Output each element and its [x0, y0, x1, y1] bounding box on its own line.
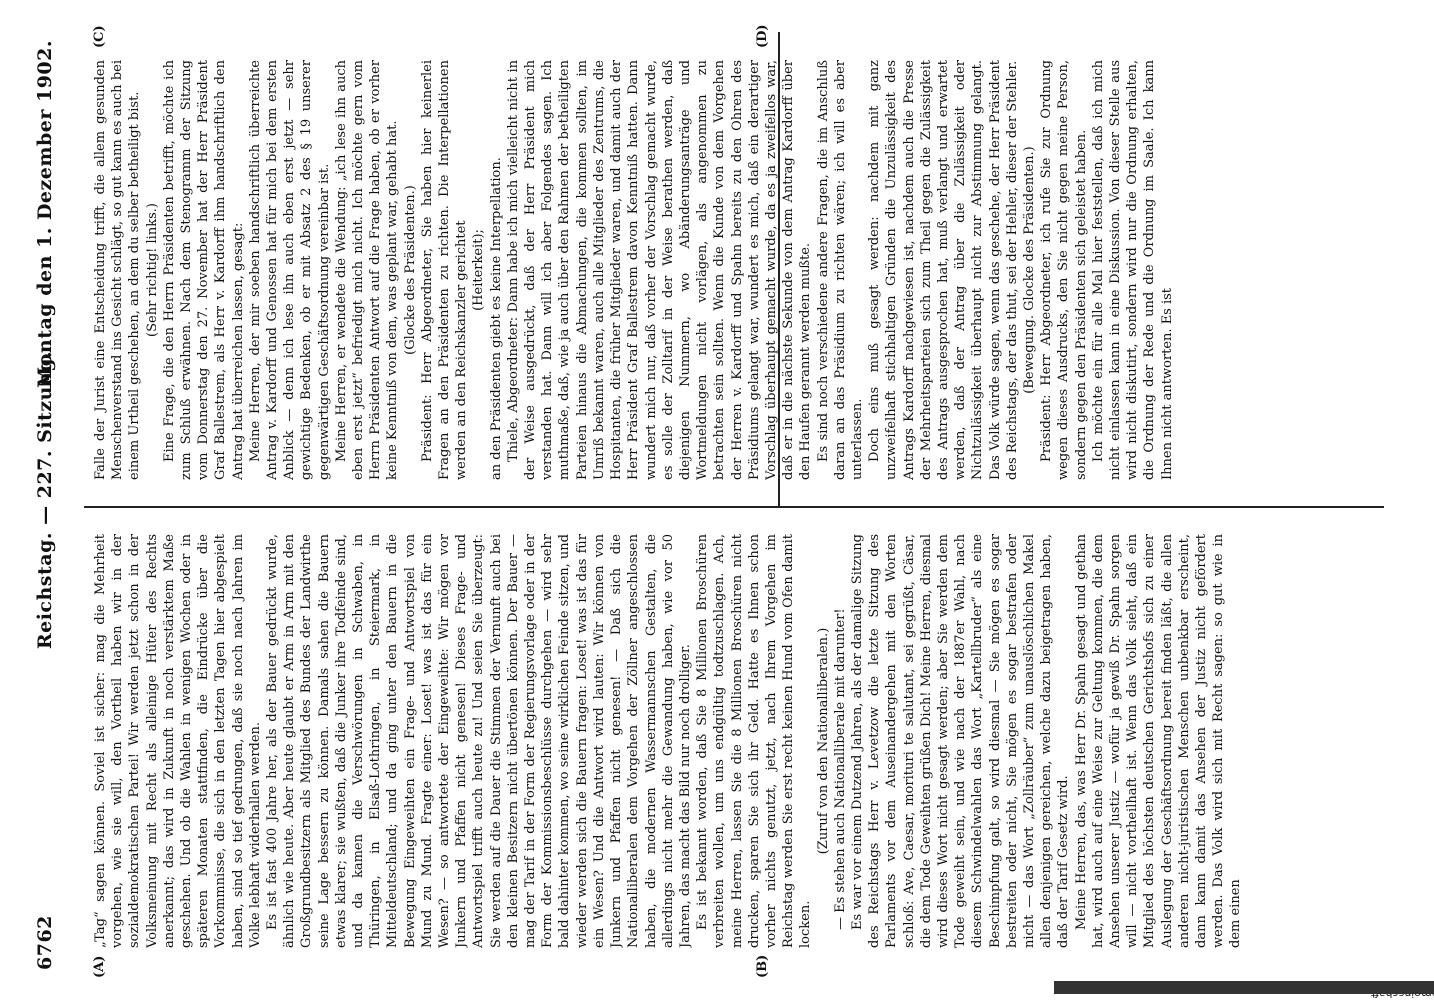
paragraph: Doch eins muß gesagt werden: nachdem mit ganz unzweifelhaft stichhaltigen Gründen die Unzulässigkeit des Antrags Kardorff nachgewiesen ist, nachdem auch die Presse der Mehrheitsparteien sich zum Theil gegen die Zulässigkeit des Antrags ausgesprochen hat, muß verlangt und erwartet werden, daß der Antrag über die Zulässigkeit oder Nichtzulässigkeit überhaupt nicht zur Abstimmung gelangt. Das Volk würde sagen, wenn das geschehe, der Herr Präsident des Reichstags, der das thut, sei der Hehler, dieser der Stehler. [867, 60, 1020, 480]
interjection: (Heiterkeit); [471, 229, 487, 311]
paragraph: Falle der Jurist eine Entscheidung trifft, die allem gesunden Menschenverstand ins Gesicht schlägt, so gut kann es auch bei einem Urtheil geschehen, an dem du selber betheiligt bist. [93, 60, 143, 480]
paragraph: Es war vor einem Dutzend Jahren, als der damalige Sitzung des Reichstags Herr v. Levetzow die letzte Sitzung des Parlaments vor dem Auseinandergehen mit den Worten schloß: Ave, Caesar, morituri te salutant, sei gegrüßt, Cäsar, die dem Tode Geweihten grüßen Dich! Meine Herren, diesmal wird dieses Wort nicht gesagt werden; aber Sie werden dem Tode geweiht sein, und wie nach der 1887er Wahl, nach diesem Schwindelwahlen das Wort „Kartellbruder“ als eine Beschimpfung galt, so wird diesmal — Sie mögen es sogar bestreiten oder nicht, Sie mögen es sogar bestrafen oder nicht — das Wort „Zollräuber“ zum unauslöschlichen Makel allen denjenigen gereichen, welche dazu beigetragen haben, daß der Tarif Gesetz wird. [849, 534, 1072, 948]
right-column [92, 60, 1382, 480]
margin-marker-c: (C) [92, 25, 107, 48]
interjection: (Bewegung. Glocke des Präsidenten.) [1021, 146, 1037, 394]
paragraph: Es ist fast 400 Jahre her, als der Bauer gedrückt wurde, ähnlich wie heute. Aber heute glaubt er Arm in Arm mit den Großgrundbesitzern als Mitglied des Bundes der Landwirthe seine Lage bessern zu können. Damals sahen die Bauern etwas klarer; sie wußten, daß die Junker ihre Todfeinde sind, und da kamen die Verschwörungen in Schwaben, in Thüringen, in Elsaß-Lothringen, in Steiermark, in Mitteldeutschland; und da ging unter den Bauern in die Bewegung Eingeweihten ein Frage- und Antwortspiel von Mund zu Mund. Fragte einer: Loset! was ist das für ein Wesen? — so antwortete der Eingeweihte: Wir mögen vor Junkern und Pfaffen nicht genesen! Dieses Frage- und Antwortspiel trifft auch heute zu! Und seien Sie überzeugt: Sie werden auf die Dauer die Stimmen der Vernunft auch bei den kleinen Besitzern nicht übertönen können. Der Bauer — mag der Tarif in der Form der Regierungsvorlage oder in der Form der Kommissionsbeschlüsse durchgehen — wird sehr bald dahinter kommen, wo seine wirklichen Feinde sitzen, und wieder werden sich die Bauern fragen: Loset! was ist das für ein Wesen? Und die Antwort wird lauten: Wir können von Junkern und Pfaffen nicht genesen! — Daß sich die Nationalliberalen dem Vorgehen der Zöllner angeschlossen haben, die modernen Wassermannschen Gestalten, die allerdings nicht mehr die Gewandung haben, wie vor 50 Jahren, das macht das Bild nur noch drolliger. [265, 534, 693, 948]
left-column [92, 534, 1382, 948]
page-header [34, 30, 74, 970]
interjection: (Sehr richtig! links.) [144, 203, 160, 337]
margin-marker-a: (A) [92, 955, 107, 978]
column-divider [84, 506, 1384, 508]
paragraph: „Tag“ sagen können. Soviel ist sicher: mag die Mehrheit vorgehen, wie sie will, den Vortheil haben wir in der sozialdemokratischen Partei! Wir werden jetzt schon in der Volksmeinung mit Recht als alleinige Hüter des Rechts anerkannt; das wird in Zukunft in noch verstärktem Maße geschehen. Und ob die Wahlen in wenigen Wochen oder in späteren Monaten stattfinden, die Eindrücke über die Vorkommnisse, die sich in den letzten Tagen hier abgespielt haben, sind so tief gedrungen, daß sie noch nach Jahren im Volke lebhaft widerhallen werden. [93, 534, 263, 948]
margin-marker-b: (B) [755, 954, 770, 978]
quotation: Meine Herren, der mir soeben handschriftlich überreichte Antrag v. Kardorff und Genossen hat für mich bei dem ersten Anblick — denn ich lese ihn auch eben erst jetzt — sehr gewichtige Bedenken, ob er mit Absatz 2 des § 19 unserer gegenwärtigen Geschäftsordnung vereinbar ist. [247, 60, 332, 480]
paragraph: Ich möchte ein für alle Mal hier feststellen, daß ich mich nicht einlassen kann in eine Diskussion. Von dieser Stelle aus wird nicht diskutirt, sondern wird nur die Ordnung erhalten, die Ordnung der Rede und die Ordnung im Saale. Ich kann Ihnen nicht antworten. Es ist [1090, 60, 1175, 480]
speaker-paragraph: Thiele, Abgeordneter: Dann habe ich mich vielleicht nicht in der Weise ausgedrückt, daß der Herr Präsident mich verstanden hat. Dann will ich aber Folgendes sagen. Ich muthmaße, daß, wie ja auch über den Rahmen der betheiligten Parteien hinaus die Abmachungen, die kommen sollten, im Umriß bekannt waren, auch alle Mitglieder des Zentrums, die Hospitanten, die früher Mitglieder waren, und damit auch der Herr Präsident Graf Ballestrem davon Kenntniß hatten. Dann wundert mich nur, daß vorher der Vorschlag gemacht wurde, es solle der Zolltarif in der Weise berathen werden, daß diejenigen Nummern, wo Abänderungsanträge und Wortmeldungen nicht vorlägen, als angenommen zu betrachten sein sollten. Wenn die Kunde von dem Vorgehen der Herren v. Kardorff und Spahn bereits zu den Ohren des Präsidiums gelangt war, wundert es mich, daß ein derartiger Vorschlag überhaupt gemacht wurde, da es ja zweifellos war, daß er in die nächste Sekunde von dem Antrag Kardorff über den Haufen gerannt werden mußte. [505, 60, 814, 480]
paragraph: Meine Herren, das, was Herr Dr. Spahn gesagt und gethan hat, wird auch auf eine Weise zur Geltung kommen, die dem Ansehen unserer Justiz — wofür ja gewiß Dr. Spahn sorgen will — nicht vortheilhaft ist. Wenn das Volk sieht, daß ein Mitglied des höchsten deutschen Gerichtshofs sich zu einer Auslegung der Geschäftsordnung bereit finden läßt, die allen anderen nicht-juristischen Menschen unbenkbar erscheint, dann kann damit das Ansehen der Justiz nicht gefördert werden. Das Volk wird sich mit Recht sagen: so gut wie in dem einen [1073, 534, 1244, 948]
session-title: Reichstag. — 227. Sitzung. [34, 350, 56, 650]
paragraph: Eine Frage, die den Herrn Präsidenten betrifft, möchte ich zum Schluß erwähnen. Nach dem Stenogramm der Sitzung vom Donnerstag den 27. November hat der Herr Präsident Graf Ballestrem, als Herr v. Kardorff ihm handschriftlich den Antrag hat überreichen lassen, gesagt: [161, 60, 246, 480]
dfg-logo [1054, 981, 1434, 994]
paragraph: — Es stehen auch Nationalliberale mit darunter! [832, 608, 848, 930]
digitization-credit [1060, 0, 1084, 1000]
margin-marker-d: (D) [755, 24, 770, 48]
session-date: Montag den 1. Dezember 1902. [34, 40, 56, 388]
page-number: 6762 [34, 915, 56, 970]
paragraph: an den Präsidenten giebt es keine Interpellation. [488, 157, 504, 480]
paragraph: Es sind noch verschiedene andere Fragen, die im Anschluß daran an das Präsidium zu richten wären; ich will es aber unterlassen. [815, 60, 865, 480]
speaker-paragraph: Präsident: Herr Abgeordneter, Sie haben hier keinerlei Fragen an den Präsidenten zu richten. Die Interpellationen werden an den Reichskanzler gerichtet [419, 60, 470, 480]
paragraph: Es ist bekannt worden, daß Sie 8 Millionen Broschüren verbreiten wollen, um uns endgültig todtzuschlagen. Ach, meine Herren, lassen Sie die 8 Millionen Broschüren nicht drucken, sparen Sie sich ihr Geld. Hatte es Ihnen schon vorher nichts genutzt, jetzt, nach Ihrem Vorgehen im Reichstag werden Sie erst recht keinen Hund vom Ofen damit locken. [695, 534, 814, 948]
interjection: (Zuruf von den Nationalliberalen.) [815, 627, 831, 855]
interjection: (Glocke des Präsidenten.) [402, 185, 418, 355]
speaker-paragraph: Präsident: Herr Abgeordneter, ich rufe Sie zur Ordnung wegen dieses Ausdrucks, den Sie nicht gegen meine Person, sondern gegen den Präsidenten sich geleistet haben. [1039, 60, 1089, 480]
paragraph: Meine Herren, er wendete die Wendung: „ich lese ihn auch eben erst jetzt“ befriedigt mich nicht. Ich möchte gern vom Herrn Präsidenten Antwort auf die Frage haben, ob er vorher keine Kenntniß von dem, was geplant war, gehabt hat. [333, 60, 401, 480]
